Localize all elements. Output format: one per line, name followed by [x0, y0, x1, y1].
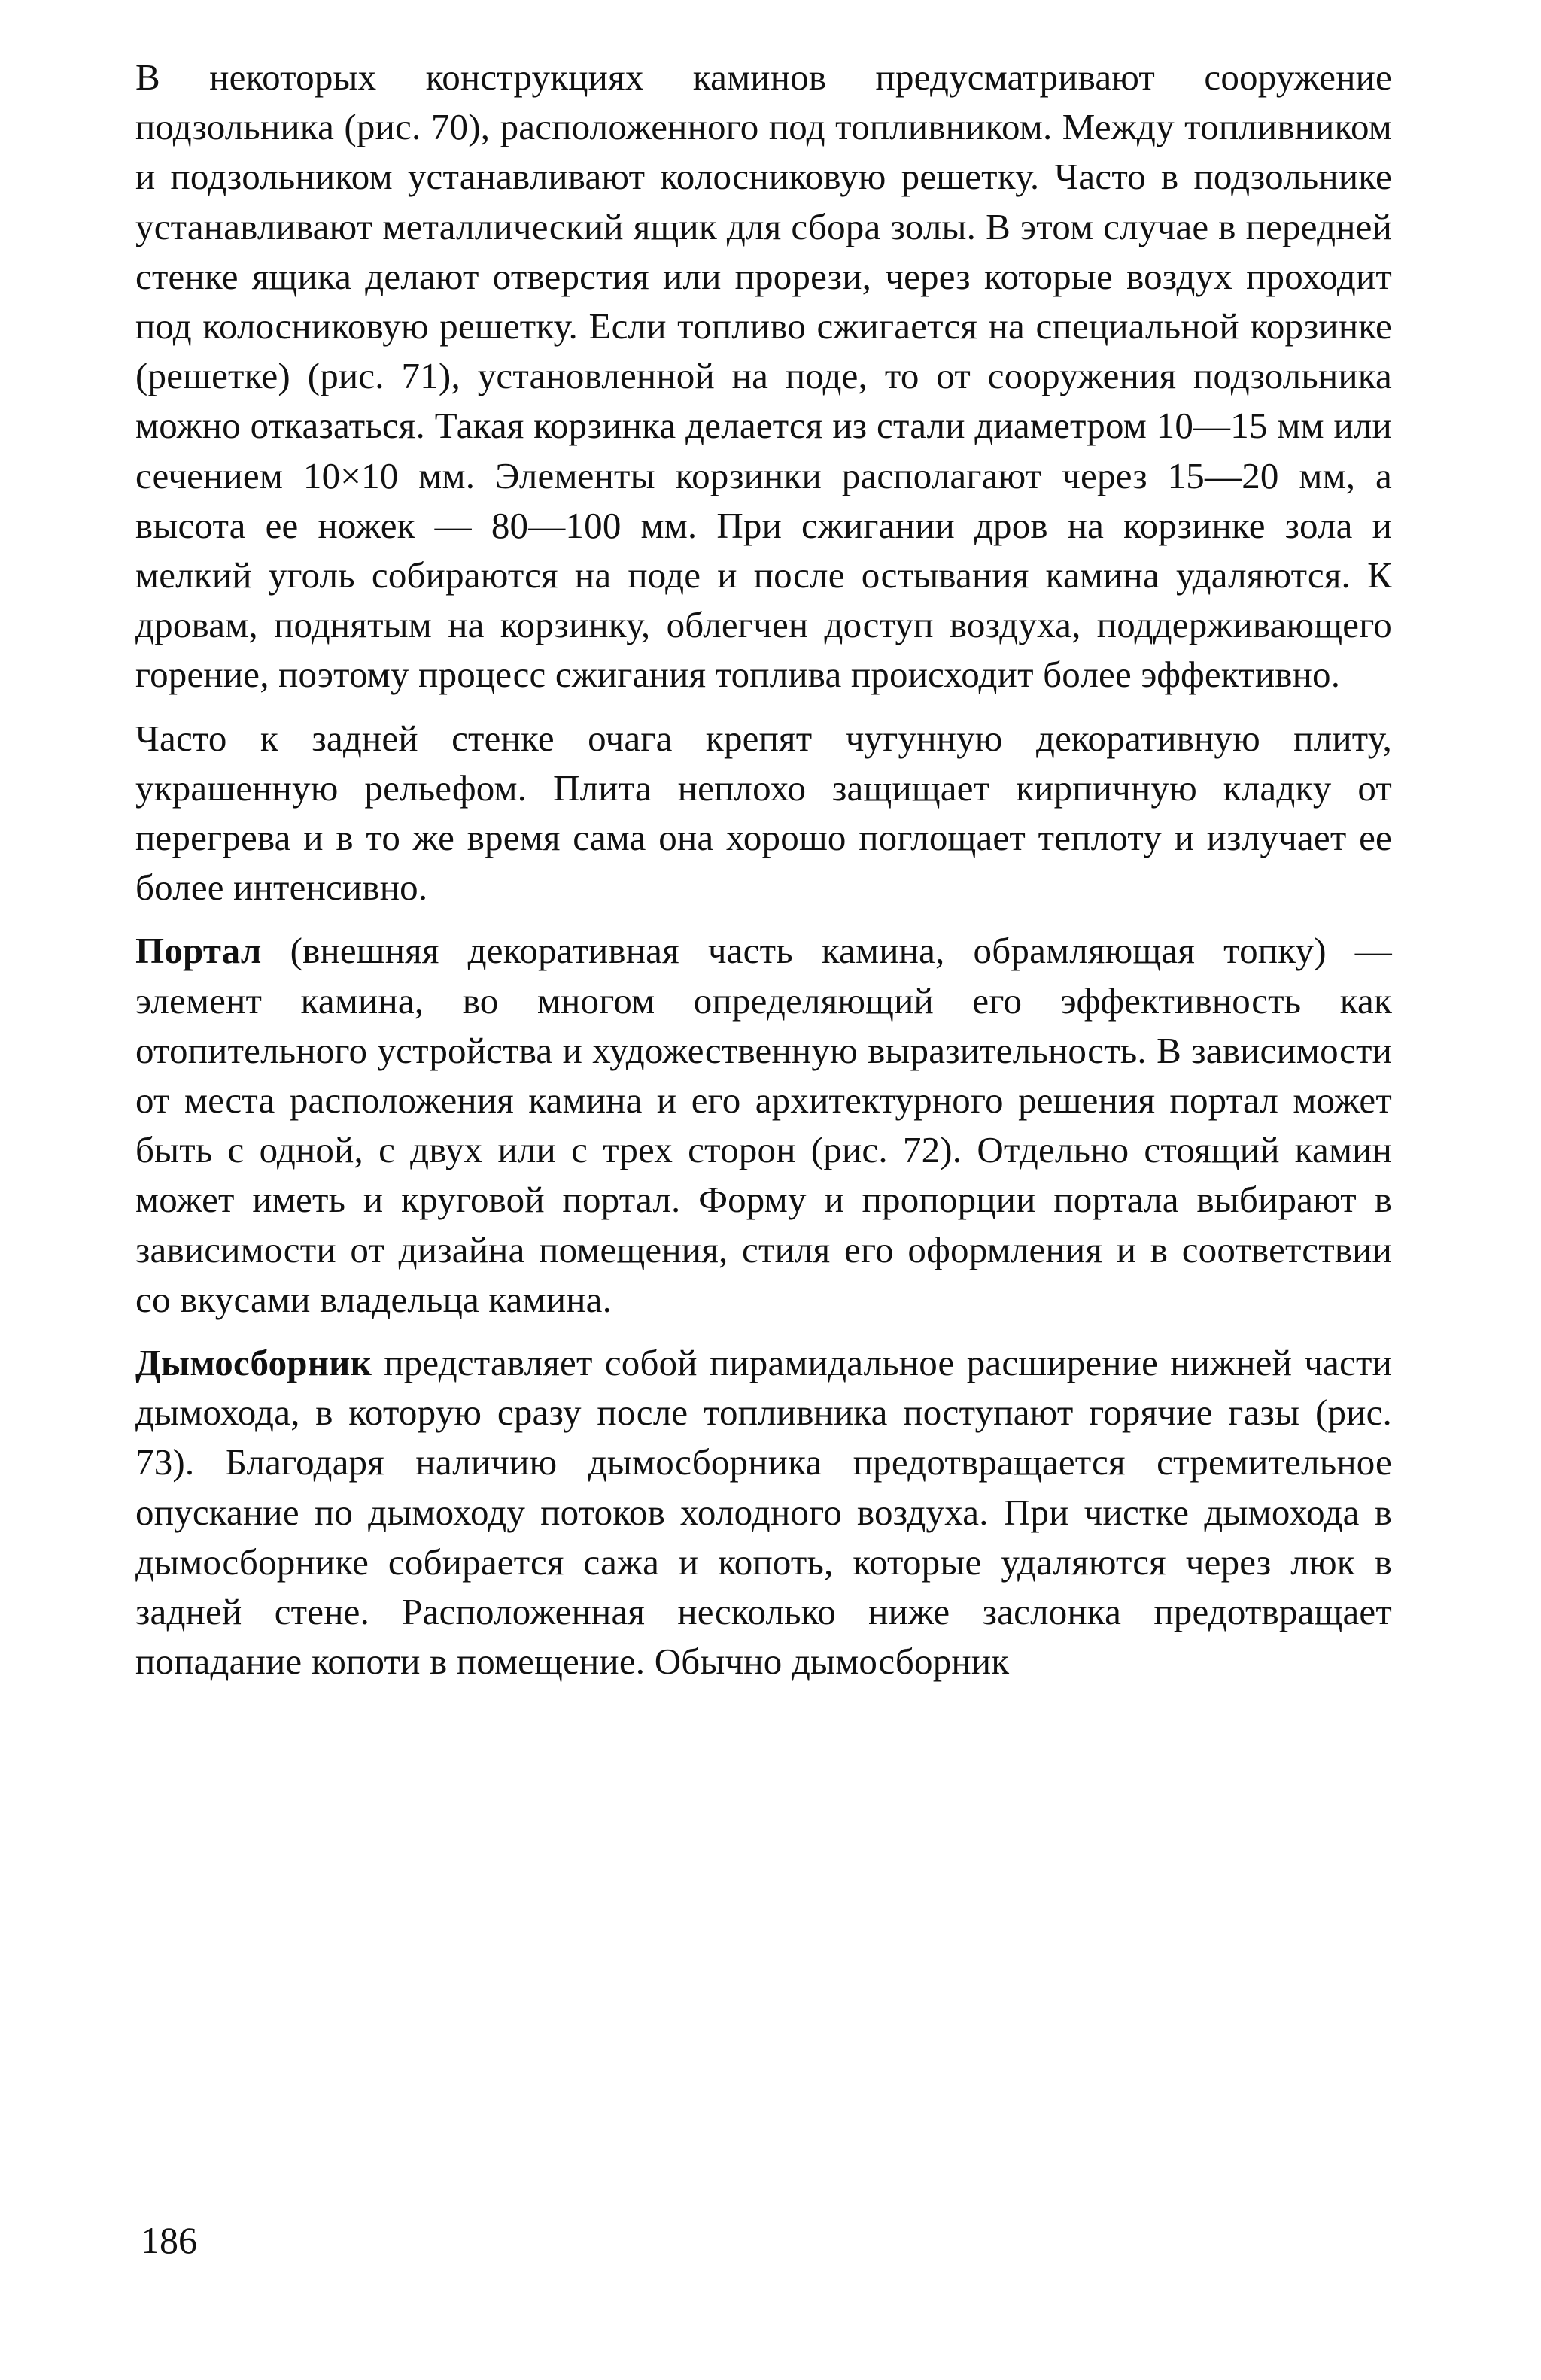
- paragraph-ash-pit: [135, 53, 1392, 700]
- paragraph-term-smoke-collector: Дымосборник: [135, 1342, 372, 1384]
- paragraph-text: В некоторых конструкциях каминов предусматривают сооружение подзольника (рис. 70), расположенного под топливником. Между топливником и подзольником устанавливают колосниковую решетку. Часто в подзольнике устанавливают металлический ящик для сбора золы. В этом случае в передней стенке ящика делают отверстия или прорези, через которые воздух проходит под колосниковую решетку. Если топливо сжигается на специальной корзинке (решетке) (рис. 71), установленной на поде, то от сооружения подзольника можно отказаться. Такая корзинка делается из стали диаметром 10—15 мм или сечением 10×10 мм. Элементы корзинки располагают через 15—20 мм, а высота ее ножек — 80—100 мм. При сжигании дров на корзинке зола и мелкий уголь собираются на поде и после остывания камина удаляются. К дровам, поднятым на корзинку, облегчен доступ воздуха, поддерживающего горение, поэтому процесс сжигания топлива происходит более эффективно.: [135, 56, 1392, 696]
- paragraph-portal: [135, 926, 1392, 1325]
- paragraph-term-portal: Портал: [135, 930, 262, 972]
- paragraph-back-plate: [135, 714, 1392, 913]
- paragraph-smoke-collector: [135, 1338, 1392, 1686]
- paragraph-text: Часто к задней стенке очага крепят чугунную декоративную плиту, украшенную рельефом. Плита неплохо защищает кирпичную кладку от перегрева и в то же время сама она хорошо поглощает теплоту и излучает ее более интенсивно.: [135, 717, 1392, 909]
- paragraph-text: представляет собой пирамидальное расширение нижней части дымохода, в которую сразу после топливника поступают горячие газы (рис. 73). Благодаря наличию дымосборника предотвращается стремительное опускание по дымоходу потоков холодного воздуха. При чистке дымохода в дымосборнике собирается сажа и копоть, которые удаляются через люк в задней стене. Расположенная несколько ниже заслонка предотвращает попадание копоти в помещение. Обычно дымосборник: [135, 1342, 1392, 1683]
- page-number: 186: [141, 2219, 197, 2261]
- paragraph-text: (внешняя декоративная часть камина, обрамляющая топку) — элемент камина, во многом определяющий его эффективность как отопительного устройства и художественную выразительность. В зависимости от места расположения камина и его архитектурного решения портал может быть с одной, с двух или с трех сторон (рис. 72). Отдельно стоящий камин может иметь и круговой портал. Форму и пропорции портала выбирают в зависимости от дизайна помещения, стиля его оформления и в соответствии со вкусами владельца камина.: [135, 930, 1392, 1320]
- page-body: [135, 53, 1392, 1701]
